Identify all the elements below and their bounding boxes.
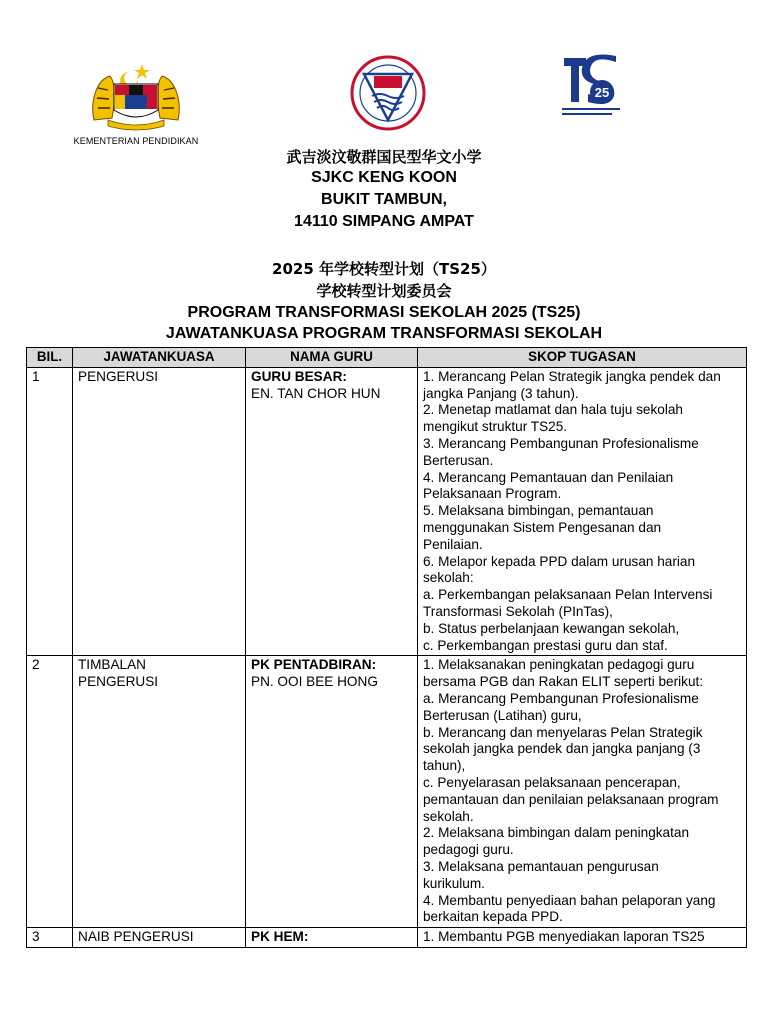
table-body bbox=[27, 367, 747, 947]
address-line-1: BUKIT TAMBUN, bbox=[321, 191, 447, 208]
program-title-chinese: 2025 年学校转型计划（TS25） bbox=[272, 260, 496, 278]
cell-bil: 1 bbox=[27, 367, 73, 656]
tugasan-line: c. Penyelarasan pelaksanaan pencerapan, bbox=[423, 774, 681, 790]
guru-role: GURU BESAR: bbox=[251, 368, 347, 384]
ts25-badge-icon bbox=[558, 52, 624, 122]
tugasan-line: Penilaian. bbox=[423, 536, 483, 552]
jawatan-line: NAIB PENGERUSI bbox=[78, 929, 194, 945]
cell-bil: 3 bbox=[27, 928, 73, 948]
tugasan-line: kurikulum. bbox=[423, 875, 485, 891]
kpm-logo bbox=[66, 58, 206, 146]
guru-role: PK PENTADBIRAN: bbox=[251, 657, 377, 673]
tugasan-line: sekolah jangka pendek dan jangka panjang (3 bbox=[423, 741, 701, 757]
school-address-block bbox=[0, 168, 768, 232]
cell-jawatankuasa bbox=[73, 367, 246, 656]
cell-jawatankuasa bbox=[73, 928, 246, 948]
guru-name: EN. TAN CHOR HUN bbox=[251, 385, 381, 401]
tugasan-line: bersama PGB dan Rakan ELIT seperti berikut: bbox=[423, 674, 704, 690]
tugasan-line: pemantauan dan penilaian pelaksanaan program bbox=[423, 791, 719, 807]
cell-bil: 2 bbox=[27, 656, 73, 928]
tugasan-line: sekolah. bbox=[423, 808, 474, 824]
committee-table bbox=[26, 347, 747, 948]
guru-role: PK HEM: bbox=[251, 929, 309, 945]
tugasan-line: b. Status perbelanjaan kewangan sekolah, bbox=[423, 620, 680, 636]
tugasan-line: sekolah: bbox=[423, 570, 474, 586]
program-title: PROGRAM TRANSFORMASI SEKOLAH 2025 (TS25) bbox=[187, 304, 581, 321]
program-title-block bbox=[0, 302, 768, 344]
tugasan-line: 2. Melaksana bimbingan dalam peningkatan bbox=[423, 825, 690, 841]
school-name-chinese: 武吉淡汶敬群国民型华文小学 bbox=[286, 148, 482, 166]
header-bil: BIL. bbox=[27, 348, 73, 368]
table-row bbox=[27, 656, 747, 928]
tugasan-line: 5. Melaksana bimbingan, pemantauan bbox=[423, 503, 654, 519]
cell-skop-tugasan bbox=[418, 928, 747, 948]
tugasan-line: a. Merancang Pembangunan Profesionalisme bbox=[423, 690, 699, 706]
tugasan-line: menggunakan Sistem Pengesanan dan bbox=[423, 519, 662, 535]
tugasan-line: 1. Merancang Pelan Strategik jangka pendek dan bbox=[423, 368, 721, 384]
svg-text:25: 25 bbox=[594, 85, 610, 100]
jawatan-line: PENGERUSI bbox=[78, 368, 159, 384]
tugasan-line: Berterusan. bbox=[423, 452, 494, 468]
school-logo bbox=[350, 54, 426, 137]
tugasan-line: 6. Melapor kepada PPD dalam urusan harian bbox=[423, 553, 696, 569]
tugasan-line: 3. Melaksana pemantauan pengurusan bbox=[423, 858, 659, 874]
committee-title: JAWATANKUASA PROGRAM TRANSFORMASI SEKOLAH bbox=[165, 325, 603, 342]
tugasan-line: 4. Membantu penyediaan bahan pelaporan yang bbox=[423, 892, 716, 908]
tugasan-line: 1. Membantu PGB menyediakan laporan TS25 bbox=[423, 929, 705, 945]
table-header-row bbox=[27, 348, 747, 368]
header-nama-guru: NAMA GURU bbox=[246, 348, 418, 368]
tugasan-line: 3. Merancang Pembangunan Profesionalisme bbox=[423, 435, 699, 451]
school-badge-icon bbox=[350, 54, 426, 132]
header-jawatankuasa: JAWATANKUASA bbox=[73, 348, 246, 368]
tugasan-line: Transformasi Sekolah (PInTas), bbox=[423, 603, 613, 619]
cell-skop-tugasan bbox=[418, 367, 747, 656]
tugasan-line: jangka Panjang (3 tahun). bbox=[423, 385, 579, 401]
logo-bar bbox=[0, 50, 768, 146]
tugasan-line: pedagogi guru. bbox=[423, 842, 514, 858]
address-line-2: 14110 SIMPANG AMPAT bbox=[294, 213, 474, 230]
tugasan-line: c. Perkembangan prestasi guru dan staf. bbox=[423, 637, 668, 653]
cell-skop-tugasan bbox=[418, 656, 747, 928]
cell-nama-guru bbox=[246, 367, 418, 656]
table-row bbox=[27, 928, 747, 948]
jawatan-line: PENGERUSI bbox=[78, 674, 159, 690]
tugasan-line: 2. Menetap matlamat dan hala tuju sekolah bbox=[423, 402, 683, 418]
jawatan-line: TIMBALAN bbox=[78, 657, 146, 673]
tugasan-line: berkaitan kepada PPD. bbox=[423, 909, 563, 925]
cell-nama-guru bbox=[246, 656, 418, 928]
tugasan-line: 4. Merancang Pemantauan dan Penilaian bbox=[423, 469, 674, 485]
tugasan-line: a. Perkembangan pelaksanaan Pelan Intervensi bbox=[423, 587, 713, 603]
program-title-chinese-block bbox=[0, 258, 768, 302]
cell-nama-guru bbox=[246, 928, 418, 948]
tugasan-line: b. Merancang dan menyelaras Pelan Strategik bbox=[423, 724, 703, 740]
header-skop-tugasan: SKOP TUGASAN bbox=[418, 348, 747, 368]
committee-title-chinese: 学校转型计划委员会 bbox=[316, 282, 452, 300]
tugasan-line: 1. Melaksanakan peningkatan pedagogi guru bbox=[423, 657, 695, 673]
cell-jawatankuasa bbox=[73, 656, 246, 928]
table-row bbox=[27, 367, 747, 656]
malaysia-crest-icon bbox=[88, 58, 184, 132]
kpm-caption: KEMENTERIAN PENDIDIKAN bbox=[73, 136, 199, 146]
school-name: SJKC KENG KOON bbox=[311, 169, 457, 186]
tugasan-line: mengikut struktur TS25. bbox=[423, 419, 568, 435]
tugasan-line: Pelaksanaan Program. bbox=[423, 486, 562, 502]
tugasan-line: Berterusan (Latihan) guru, bbox=[423, 707, 582, 723]
guru-name: PN. OOI BEE HONG bbox=[251, 674, 378, 690]
ts25-logo bbox=[558, 52, 624, 127]
tugasan-line: tahun), bbox=[423, 758, 466, 774]
